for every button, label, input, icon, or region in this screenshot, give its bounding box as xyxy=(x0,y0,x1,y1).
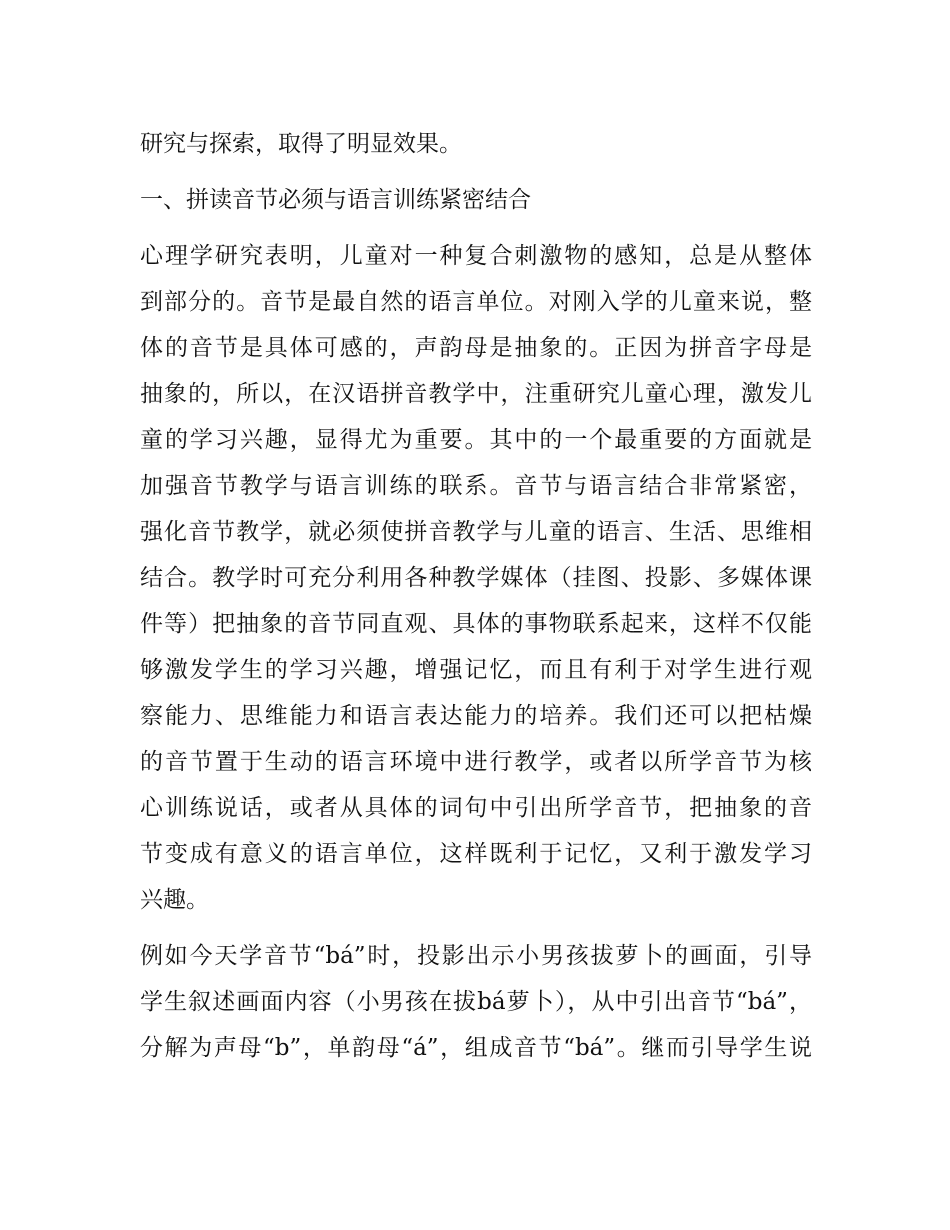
text-line: 到部分的。音节是最自然的语言单位。对刚入学的儿童来说，整 xyxy=(140,289,812,315)
text-line: 一、拼读音节必须与语言训练紧密结合 xyxy=(140,187,531,213)
text-line: 学生叙述画面内容（小男孩在拔bá萝卜），从中引出音节“bá”， xyxy=(140,989,812,1015)
text-line: 够激发学生的学习兴趣，增强记忆，而且有利于对学生进行观 xyxy=(140,657,812,683)
paragraph-body xyxy=(140,233,812,923)
text-line: 件等）把抽象的音节同直观、具体的事物联系起来，这样不仅能 xyxy=(140,611,812,637)
text-line: 节变成有意义的语言单位，这样既利于记忆，又利于激发学习 xyxy=(140,841,812,867)
section-heading xyxy=(140,177,812,223)
text-line: 例如今天学音节“bá”时，投影出示小男孩拔萝卜的画面，引导 xyxy=(140,943,812,969)
text-line: 分解为声母“b”，单韵母“á”，组成音节“bá”。继而引导学生说 xyxy=(140,1035,812,1061)
text-line: 抽象的，所以，在汉语拼音教学中，注重研究儿童心理，激发儿 xyxy=(140,381,812,407)
paragraph-continuation xyxy=(140,121,812,167)
text-line: 加强音节教学与语言训练的联系。音节与语言结合非常紧密， xyxy=(140,473,812,499)
paragraph-example xyxy=(140,933,812,1071)
text-line: 童的学习兴趣，显得尤为重要。其中的一个最重要的方面就是 xyxy=(140,427,812,453)
text-line: 强化音节教学，就必须使拼音教学与儿童的语言、生活、思维相 xyxy=(140,519,812,545)
text-line: 结合。教学时可充分利用各种教学媒体（挂图、投影、多媒体课 xyxy=(140,565,812,591)
text-line: 心训练说话，或者从具体的词句中引出所学音节，把抽象的音 xyxy=(140,795,812,821)
text-line: 察能力、思维能力和语言表达能力的培养。我们还可以把枯燥 xyxy=(140,703,812,729)
text-line: 心理学研究表明，儿童对一种复合刺激物的感知，总是从整体 xyxy=(140,243,812,269)
text-line: 研究与探索，取得了明显效果。 xyxy=(140,131,462,157)
document-body xyxy=(140,121,812,1081)
text-line: 的音节置于生动的语言环境中进行教学，或者以所学音节为核 xyxy=(140,749,812,775)
text-line: 兴趣。 xyxy=(140,887,209,913)
text-line: 体的音节是具体可感的，声韵母是抽象的。正因为拼音字母是 xyxy=(140,335,812,361)
